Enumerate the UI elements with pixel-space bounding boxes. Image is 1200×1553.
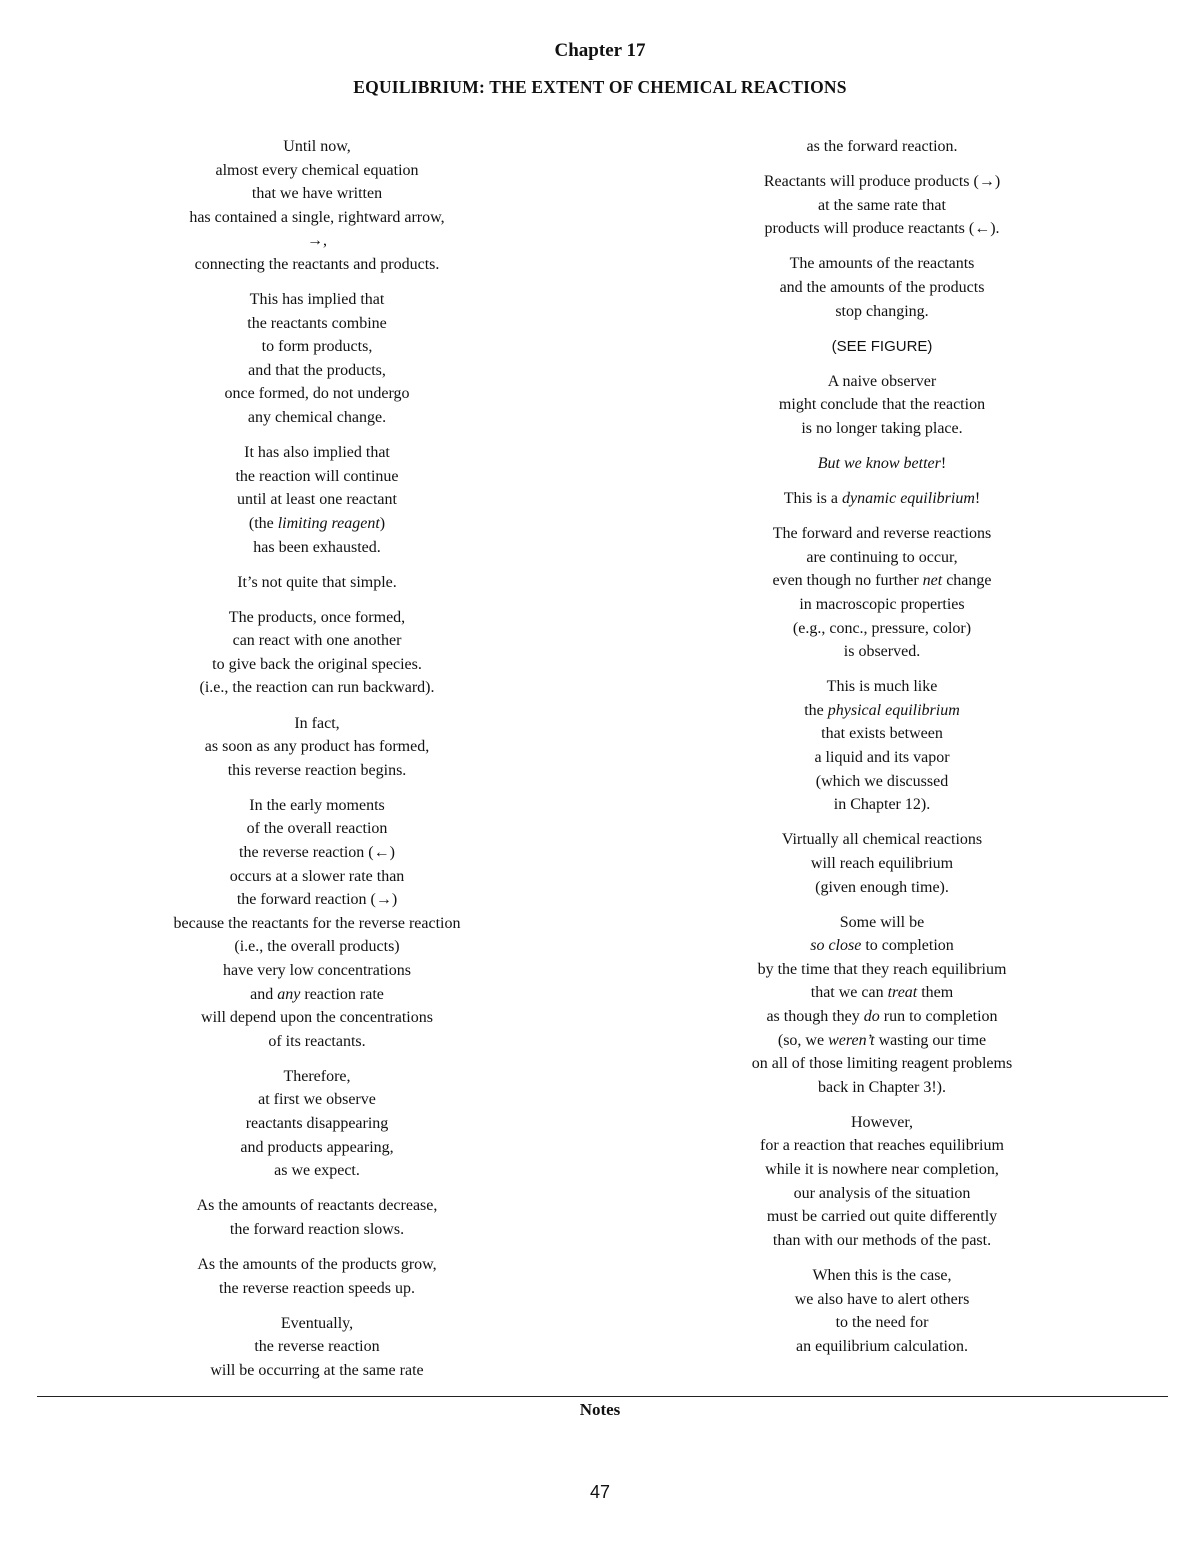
paragraph	[664, 1111, 1100, 1253]
text-segment: The amounts of the reactants	[789, 255, 975, 273]
paragraph	[664, 522, 1100, 664]
text-segment: run to completion	[879, 1008, 998, 1025]
text-segment: until at least one reactant	[237, 491, 397, 509]
italic-text: physical equilibrium	[827, 701, 960, 719]
text-line	[664, 1076, 1100, 1100]
text-line	[100, 382, 534, 406]
text-segment: has contained a single, rightward arrow,	[189, 208, 445, 226]
text-segment: the reverse reaction (←)	[239, 844, 395, 862]
paragraph	[100, 1253, 534, 1300]
right-column	[664, 135, 1100, 1370]
text-segment: that exists between	[821, 725, 943, 743]
text-segment: as though they	[766, 1008, 864, 1025]
text-line	[100, 629, 534, 653]
text-segment: (the	[248, 514, 278, 532]
text-line	[664, 876, 1100, 900]
paragraph	[664, 828, 1100, 899]
text-segment: It’s not quite that simple.	[237, 573, 397, 591]
text-segment: than with our methods of the past.	[772, 1231, 992, 1249]
text-segment: and that the products,	[248, 361, 386, 379]
text-segment: However,	[851, 1113, 913, 1131]
text-line	[100, 229, 534, 253]
text-segment: as we expect.	[274, 1162, 360, 1180]
text-line	[664, 722, 1100, 746]
text-segment: (e.g., conc., pressure, color)	[792, 619, 972, 637]
text-segment: occurs at a slower rate than	[229, 867, 405, 885]
text-segment: even though no further	[772, 572, 923, 590]
text-line	[100, 465, 534, 489]
text-line	[100, 1253, 534, 1277]
text-line	[664, 1335, 1100, 1359]
text-segment: reactants disappearing	[245, 1115, 389, 1133]
text-segment: that we have written	[251, 185, 383, 203]
text-segment: This has implied that	[249, 291, 385, 309]
text-segment: It has also implied that	[244, 444, 390, 462]
paragraph	[100, 1065, 534, 1183]
text-segment: in macroscopic properties	[799, 596, 965, 613]
text-segment: the reaction will continue	[235, 467, 399, 485]
text-line	[100, 359, 534, 383]
text-line	[664, 300, 1100, 324]
text-segment: the	[804, 701, 828, 719]
text-segment: them	[917, 984, 954, 1002]
text-line	[100, 1159, 534, 1183]
text-segment: Reactants will produce products (→)	[763, 173, 1001, 191]
text-line	[100, 1277, 534, 1301]
text-segment: Eventually,	[280, 1314, 354, 1332]
italic-text: But we know better	[817, 455, 941, 473]
text-line	[664, 828, 1100, 852]
text-segment: (i.e., the overall products)	[234, 938, 400, 956]
text-segment: products will produce reactants (←).	[764, 220, 1000, 238]
text-segment: have very low concentrations	[223, 962, 411, 979]
text-line	[100, 1065, 534, 1089]
text-line	[664, 699, 1100, 723]
paragraph	[100, 135, 534, 277]
text-segment: A naive observer	[827, 372, 937, 390]
text-segment: (i.e., the reaction can run backward).	[199, 679, 435, 697]
text-line	[100, 253, 534, 277]
text-segment: the reverse reaction	[254, 1338, 380, 1356]
text-line	[100, 912, 534, 936]
text-line	[100, 935, 534, 959]
text-line	[664, 522, 1100, 546]
text-segment: to give back the original species.	[212, 655, 422, 673]
text-segment: Some will be	[839, 913, 925, 931]
italic-text: weren’t	[828, 1031, 875, 1049]
text-line	[100, 865, 534, 889]
text-line	[664, 370, 1100, 394]
text-line	[100, 959, 534, 983]
notes-label: Notes	[579, 1400, 621, 1419]
text-segment: for a reaction that reaches equilibrium	[760, 1137, 1004, 1155]
text-line	[100, 512, 534, 536]
text-segment: will reach equilibrium	[810, 854, 954, 872]
text-line	[100, 1136, 534, 1160]
paragraph	[664, 487, 1100, 511]
text-segment: by the time that they reach equilibrium	[757, 960, 1007, 978]
text-line	[100, 888, 534, 912]
italic-text: treat	[887, 984, 918, 1002]
paragraph	[100, 712, 534, 783]
text-line	[664, 770, 1100, 794]
italic-text: dynamic equilibrium	[842, 490, 975, 508]
text-segment: almost every chemical equation	[215, 161, 419, 179]
text-segment: at the same rate that	[818, 196, 946, 214]
text-segment: Virtually all chemical reactions	[781, 831, 983, 849]
text-line	[664, 252, 1100, 276]
text-segment: as the forward reaction.	[806, 138, 958, 155]
text-line	[100, 135, 534, 159]
text-line	[664, 1205, 1100, 1229]
paragraph	[100, 1194, 534, 1241]
text-line	[664, 452, 1100, 476]
text-line	[664, 217, 1100, 241]
text-line	[100, 735, 534, 759]
text-line	[664, 1111, 1100, 1135]
text-segment: at first we observe	[258, 1091, 376, 1109]
text-segment: The products, once formed,	[228, 608, 406, 626]
text-line	[664, 934, 1100, 958]
paragraph	[664, 452, 1100, 476]
text-line	[100, 1335, 534, 1359]
paragraph	[664, 335, 1100, 359]
text-line	[100, 1030, 534, 1054]
paragraph	[100, 1312, 534, 1383]
text-line	[100, 488, 534, 512]
paragraph	[100, 441, 534, 559]
text-line	[664, 675, 1100, 699]
italic-text: any	[277, 985, 301, 1003]
text-line	[664, 194, 1100, 218]
text-line	[100, 406, 534, 430]
text-line	[664, 335, 1100, 359]
italic-text: so close	[810, 937, 862, 955]
text-segment: has been exhausted.	[253, 538, 381, 556]
text-segment: and the amounts of the products	[779, 278, 985, 296]
text-line	[100, 312, 534, 336]
text-segment: the forward reaction slows.	[229, 1220, 405, 1238]
text-segment: this reverse reaction begins.	[227, 761, 407, 779]
text-line	[664, 746, 1100, 770]
text-segment: connecting the reactants and products.	[194, 255, 440, 273]
text-line	[664, 1288, 1100, 1312]
text-segment: (so, we	[777, 1031, 829, 1049]
text-line	[100, 653, 534, 677]
text-line	[100, 794, 534, 818]
text-line	[664, 1182, 1100, 1206]
text-segment: a liquid and its vapor	[814, 749, 950, 767]
text-segment: and	[250, 985, 278, 1003]
text-segment: the reverse reaction speeds up.	[219, 1279, 415, 1297]
text-line	[100, 983, 534, 1007]
text-segment: any chemical change.	[247, 409, 387, 427]
text-segment: will depend upon the concentrations	[201, 1009, 433, 1027]
text-segment: of its reactants.	[268, 1032, 366, 1050]
text-segment: we also have to alert others	[794, 1290, 970, 1308]
page-number: 47	[589, 1482, 611, 1502]
text-segment: as soon as any product has formed,	[204, 738, 430, 756]
text-segment: In the early moments	[249, 796, 385, 814]
text-segment: to completion	[861, 937, 954, 955]
text-line	[100, 206, 534, 230]
text-line	[100, 817, 534, 841]
text-segment: stop changing.	[835, 302, 929, 320]
text-line	[664, 1264, 1100, 1288]
text-line	[664, 569, 1100, 593]
paragraph	[664, 675, 1100, 817]
text-line	[664, 276, 1100, 300]
paragraph	[100, 571, 534, 595]
text-line	[664, 617, 1100, 641]
text-segment: (SEE FIGURE)	[831, 337, 933, 355]
paragraph	[664, 1264, 1100, 1358]
text-line	[100, 571, 534, 595]
text-line	[664, 852, 1100, 876]
text-line	[664, 593, 1100, 617]
text-line	[664, 1229, 1100, 1253]
text-segment: of the overall reaction	[246, 820, 388, 838]
text-line	[100, 182, 534, 206]
text-line	[100, 1006, 534, 1030]
text-line	[664, 1311, 1100, 1335]
text-segment: Until now,	[283, 138, 351, 155]
text-segment: while it is nowhere near completion,	[765, 1161, 999, 1179]
text-line	[100, 1194, 534, 1218]
text-line	[100, 1088, 534, 1112]
text-segment: an equilibrium calculation.	[796, 1337, 968, 1355]
paragraph	[664, 370, 1100, 441]
text-segment: When this is the case,	[812, 1266, 952, 1284]
text-segment: reaction rate	[300, 985, 384, 1003]
chapter-title: EQUILIBRIUM: THE EXTENT OF CHEMICAL REACTIONS	[353, 77, 847, 97]
paragraph	[664, 252, 1100, 323]
paragraph	[100, 606, 534, 700]
text-line	[100, 1218, 534, 1242]
text-segment: are continuing to occur,	[806, 548, 958, 566]
text-line	[100, 676, 534, 700]
text-line	[664, 1005, 1100, 1029]
text-segment: that we can	[810, 984, 888, 1002]
text-segment: might conclude that the reaction	[778, 396, 986, 414]
text-line	[664, 170, 1100, 194]
text-segment: wasting our time	[874, 1031, 987, 1049]
text-segment: !	[974, 490, 981, 508]
text-segment: will be occurring at the same rate	[210, 1361, 424, 1379]
text-line	[664, 911, 1100, 935]
italic-text: limiting reagent	[277, 514, 380, 532]
text-segment: (which we discussed	[815, 772, 949, 790]
text-segment: and products appearing,	[240, 1138, 394, 1156]
text-segment: change	[942, 572, 992, 590]
text-line	[664, 1158, 1100, 1182]
text-segment: Therefore,	[283, 1067, 351, 1085]
text-line	[664, 640, 1100, 664]
paragraph	[664, 135, 1100, 159]
text-line	[100, 288, 534, 312]
text-line	[664, 487, 1100, 511]
text-segment: As the amounts of reactants decrease,	[196, 1197, 438, 1215]
text-segment: (given enough time).	[815, 878, 949, 896]
text-line	[664, 393, 1100, 417]
text-line	[100, 841, 534, 865]
text-line	[100, 536, 534, 560]
text-segment: In fact,	[294, 714, 340, 732]
text-segment: must be carried out quite differently	[766, 1208, 998, 1226]
text-segment: our analysis of the situation	[793, 1184, 971, 1202]
text-segment: the forward reaction (→)	[236, 891, 398, 909]
text-segment: on all of those limiting reagent problems	[751, 1055, 1013, 1073]
text-segment: This is much like	[826, 678, 938, 696]
text-line	[664, 546, 1100, 570]
text-segment: in Chapter 12).	[833, 796, 931, 814]
chapter-label: Chapter 17	[554, 40, 646, 61]
text-segment: to the need for	[835, 1314, 929, 1332]
italic-text: net	[922, 572, 943, 590]
text-segment: is observed.	[843, 643, 921, 661]
text-line	[100, 606, 534, 630]
text-segment: This is a	[783, 490, 842, 508]
text-segment: !	[940, 455, 947, 473]
text-line	[100, 335, 534, 359]
text-line	[100, 759, 534, 783]
notes-divider	[37, 1396, 1168, 1397]
italic-text: do	[863, 1008, 880, 1025]
text-line	[100, 712, 534, 736]
text-line	[100, 441, 534, 465]
paragraph	[664, 911, 1100, 1100]
text-line	[664, 417, 1100, 441]
text-line	[100, 1312, 534, 1336]
paragraph	[664, 170, 1100, 241]
text-line	[664, 981, 1100, 1005]
text-segment: →,	[307, 232, 327, 250]
text-line	[664, 793, 1100, 817]
text-line	[100, 1112, 534, 1136]
text-line	[100, 1359, 534, 1383]
left-column	[100, 135, 534, 1394]
text-segment: As the amounts of the products grow,	[197, 1256, 437, 1274]
text-segment: to form products,	[261, 338, 373, 356]
text-line	[664, 135, 1100, 159]
text-segment: can react with one another	[232, 632, 402, 650]
paragraph	[100, 794, 534, 1054]
text-line	[100, 159, 534, 183]
text-segment: back in Chapter 3!).	[818, 1078, 946, 1096]
text-segment: the reactants combine	[247, 314, 387, 332]
text-segment: The forward and reverse reactions	[772, 525, 992, 543]
text-line	[664, 1134, 1100, 1158]
text-line	[664, 1052, 1100, 1076]
text-segment: once formed, do not undergo	[224, 385, 410, 403]
paragraph	[100, 288, 534, 430]
text-line	[664, 1029, 1100, 1053]
text-segment: because the reactants for the reverse reaction	[173, 914, 461, 932]
text-segment: )	[379, 514, 386, 532]
text-segment: is no longer taking place.	[801, 419, 963, 437]
text-line	[664, 958, 1100, 982]
